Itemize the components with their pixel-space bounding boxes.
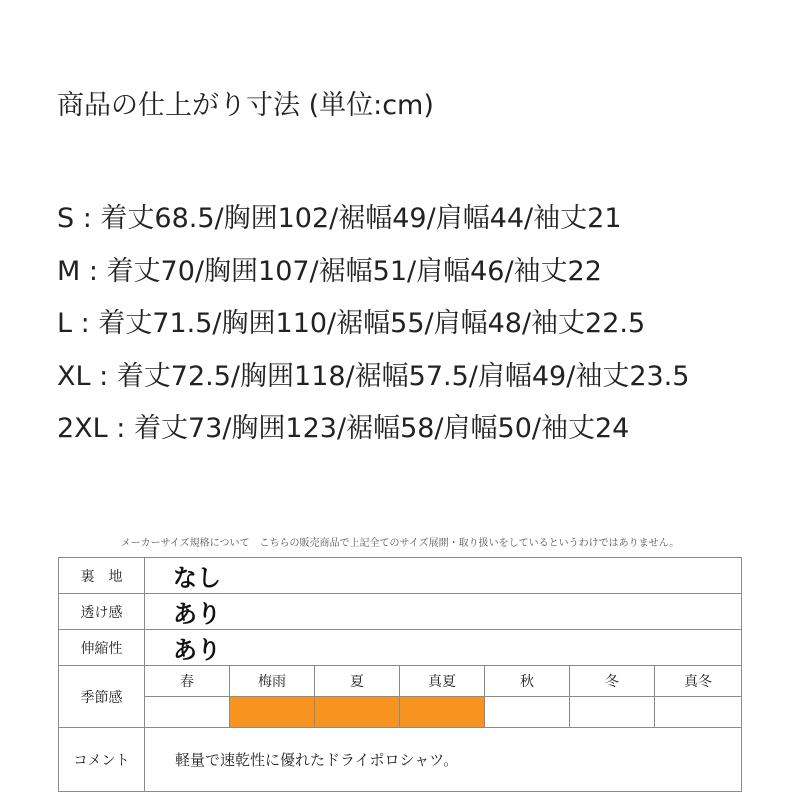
season-indicator-midwinter [655,697,742,728]
size-line-l: L : 着丈71.5/胸囲110/裾幅55/肩幅48/袖丈22.5 [57,308,646,339]
comment-row [59,728,742,792]
lining-row [59,558,742,594]
lining-label: 裏 地 [59,558,145,594]
season-indicator-summer [315,697,400,728]
lining-value: なし [145,558,742,594]
size-line-m: M : 着丈70/胸囲107/裾幅51/肩幅46/袖丈22 [57,255,602,287]
stretch-value: あり [145,630,742,666]
stretch-label: 伸縮性 [59,630,145,666]
size-line-2xl: 2XL : 着丈73/胸囲123/裾幅58/肩幅50/袖丈24 [57,413,630,444]
season-name-row [59,666,742,697]
season-indicator-spring [145,697,230,728]
stretch-row [59,630,742,666]
sheer-label: 透け感 [59,594,145,630]
season-label: 季節感 [59,666,145,728]
size-note: メーカーサイズ規格について こちらの販売商品で上記全てのサイズ展開・取り扱いをしているというわけではありません。 [120,538,680,549]
season-name-midwinter: 真冬 [655,666,742,697]
season-indicator-autumn [485,697,570,728]
season-name-winter: 冬 [570,666,655,697]
season-name-midsummer: 真夏 [400,666,485,697]
spec-table [58,557,742,792]
sheer-row [59,594,742,630]
size-line-xl: XL : 着丈72.5/胸囲118/裾幅57.5/肩幅49/袖丈23.5 [57,360,690,392]
sheer-value: あり [145,594,742,630]
season-indicator-winter [570,697,655,728]
season-name-autumn: 秋 [485,666,570,697]
size-chart-title: 商品の仕上がり寸法 (単位:cm) [57,90,434,121]
season-name-summer: 夏 [315,666,400,697]
season-name-spring: 春 [145,666,230,697]
size-list [57,193,689,456]
season-name-rainy: 梅雨 [230,666,315,697]
comment-label: コメント [59,728,145,792]
comment-value: 軽量で速乾性に優れたドライポロシャツ。 [145,728,742,792]
season-indicator-row [59,697,742,728]
season-indicator-midsummer [400,697,485,728]
size-line-s: S : 着丈68.5/胸囲102/裾幅49/肩幅44/袖丈21 [57,203,622,234]
season-indicator-rainy [230,697,315,728]
